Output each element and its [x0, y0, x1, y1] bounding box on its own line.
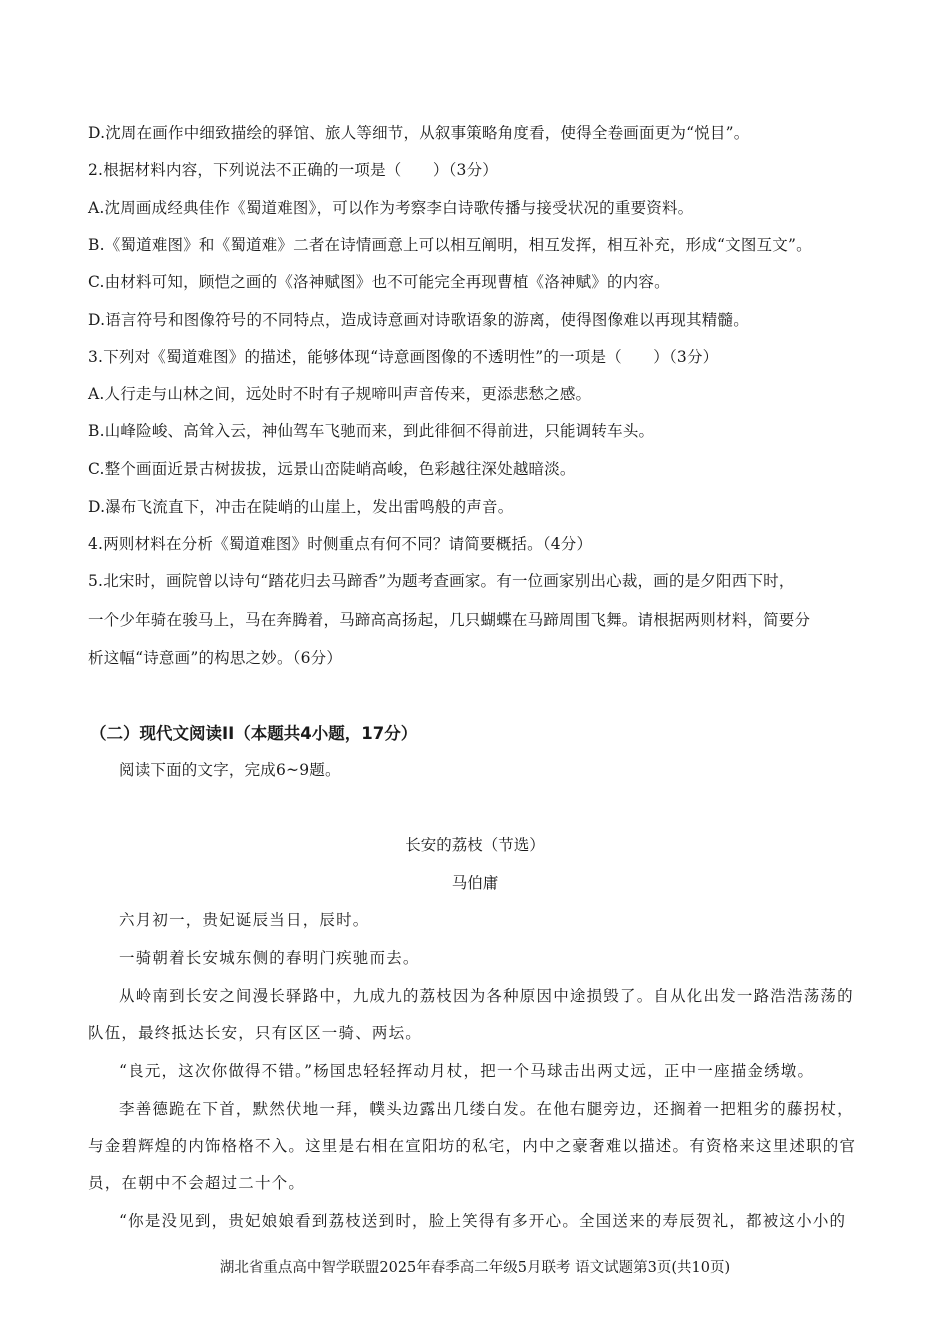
q3-option-b: B.山峰险峻、高耸入云，神仙驾车飞驰而来，到此徘徊不得前进，只能调转车头。: [88, 422, 655, 440]
section-instruction: 阅读下面的文字，完成6~9题。: [119, 761, 341, 779]
q3-stem: 3.下列对《蜀道难图》的描述，能够体现“诗意画图像的不透明性”的一项是（ ）（3分）: [88, 348, 719, 366]
page-footer: 湖北省重点高中智学联盟2025年春季高二年级5月联考 语文试题第3页(共10页): [219, 1260, 731, 1276]
q5-line-2: 一个少年骑在骏马上，马在奔腾着，马蹄高高扬起，几只蝴蝶在马蹄周围飞舞。请根据两则材料，简要分: [88, 611, 811, 629]
paragraph-3-line-2: 队伍，最终抵达长安，只有区区一骑、两坛。: [88, 1024, 423, 1042]
paragraph-3-line-1: 从岭南到长安之间漫长驿路中，九成九的荔枝因为各种原因中途损毁了。自从化出发一路浩浩荡荡的: [119, 987, 854, 1005]
paragraph-5-line-3: 员，在朝中不会超过二十个。: [88, 1174, 306, 1192]
q4-stem: 4.两则材料在分析《蜀道难图》时侧重点有何不同？请简要概括。（4分）: [88, 535, 593, 553]
q5-line-3: 析这幅“诗意画”的构思之妙。（6分）: [88, 649, 343, 667]
paragraph-1: 六月初一，贵妃诞辰当日，辰时。: [119, 911, 370, 929]
article-title: 长安的荔枝（节选）: [405, 836, 545, 854]
q2-option-a: A.沈周画成经典佳作《蜀道难图》，可以作为考察李白诗歌传播与接受状况的重要资料。: [88, 199, 694, 217]
q2-option-b: B.《蜀道难图》和《蜀道难》二者在诗情画意上可以相互阐明，相互发挥，相互补充，形成“文图互文”。: [88, 236, 812, 254]
q1-option-d: D.沈周在画作中细致描绘的驿馆、旅人等细节，从叙事策略角度看，使得全卷画面更为“悦目”。: [88, 124, 750, 142]
q3-option-d: D.瀑布飞流直下，冲击在陡峭的山崖上，发出雷鸣般的声音。: [88, 498, 514, 516]
paragraph-6: “你是没见到，贵妃娘娘看到荔枝送到时，脸上笑得有多开心。全国送来的寿辰贺礼，都被这小小的: [119, 1212, 847, 1230]
q5-line-1: 5.北宋时，画院曾以诗句“踏花归去马蹄香”为题考查画家。有一位画家别出心裁，画的是夕阳西下时，: [88, 572, 795, 590]
paragraph-2: 一骑朝着长安城东侧的春明门疾驰而去。: [119, 949, 420, 967]
article-author: 马伯庸: [451, 874, 499, 892]
q2-option-c: C.由材料可知，顾恺之画的《洛神赋图》也不可能完全再现曹植《洛神赋》的内容。: [88, 273, 670, 291]
q2-option-d: D.语言符号和图像符号的不同特点，造成诗意画对诗歌语象的游离，使得图像难以再现其精髓。: [88, 311, 749, 329]
paragraph-5-line-2: 与金碧辉煌的内饰格格不入。这里是右相在宣阳坊的私宅，内中之豪奢难以描述。有资格来这里述职的官: [88, 1137, 857, 1155]
q2-stem: 2.根据材料内容，下列说法不正确的一项是（ ）（3分）: [88, 161, 499, 179]
paragraph-5-line-1: 李善德跪在下首，默然伏地一拜，幞头边露出几缕白发。在他右腿旁边，还搁着一把粗劣的藤拐杖，: [119, 1100, 854, 1118]
paragraph-4: “良元，这次你做得不错。”杨国忠轻轻挥动月杖，把一个马球击出两丈远，正中一座描金绣墩。: [119, 1062, 815, 1080]
section-heading: （二）现代文阅读II（本题共4小题，17分）: [90, 724, 418, 743]
q3-option-a: A.人行走与山林之间，远处时不时有子规啼叫声音传来，更添悲愁之感。: [88, 385, 592, 403]
q3-option-c: C.整个画面近景古树拔拔，远景山峦陡峭高峻，色彩越往深处越暗淡。: [88, 460, 576, 478]
